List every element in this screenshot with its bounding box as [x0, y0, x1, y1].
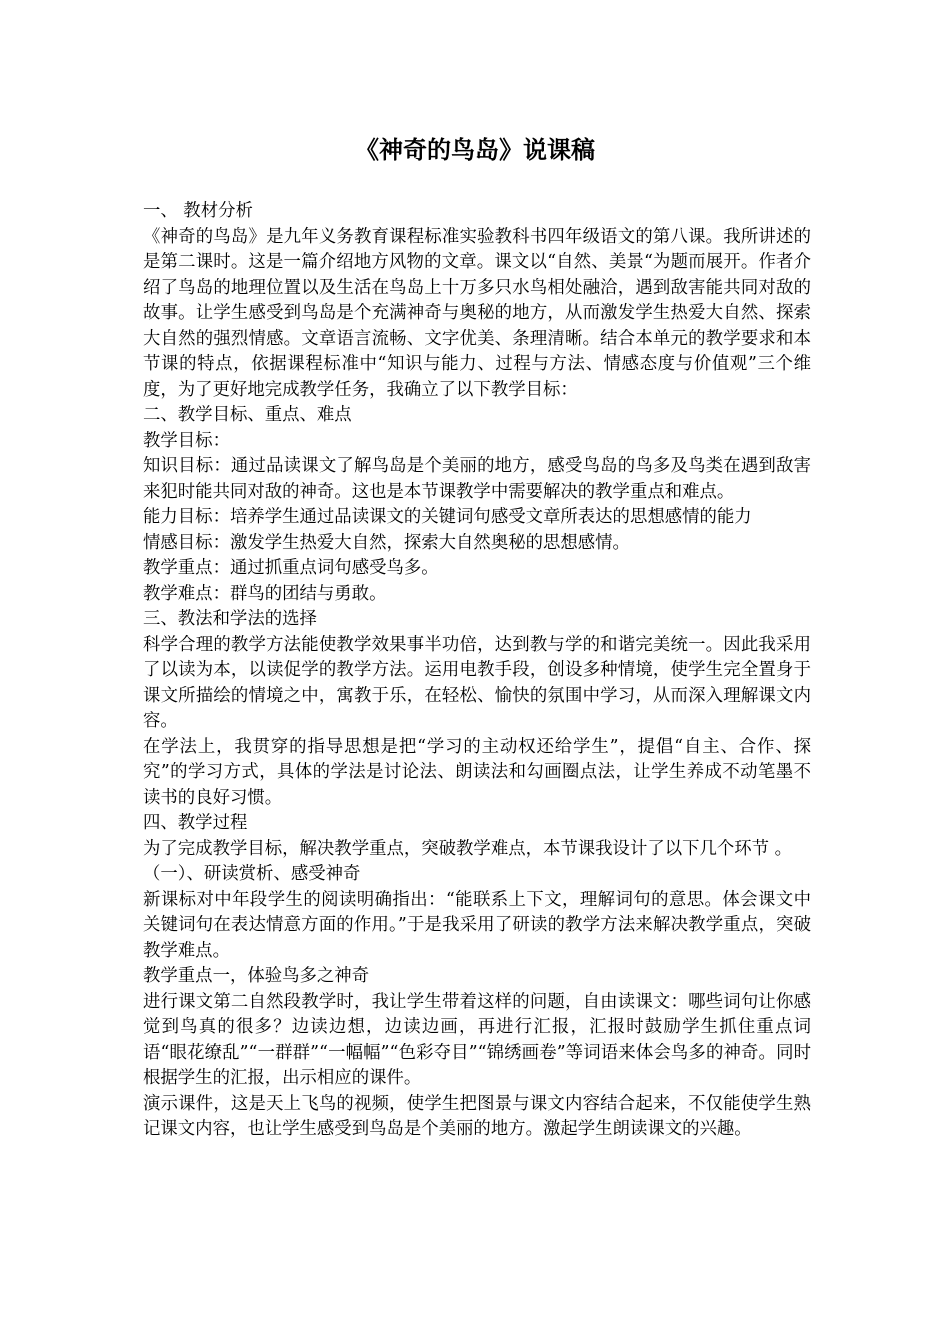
paragraph-difficult-point: 教学难点：群鸟的团结与勇敢。	[143, 583, 387, 604]
paragraph-second-section-teaching: 进行课文第二自然段教学时，我让学生带着这样的问题，自由读课文：哪些词句让你感觉到鸟真的很多？边读边想，边读边画，再进行汇报，汇报时鼓励学生抓住重点词语“眼花缭乱”“一群群”“一幅幅”“色彩夺目”“锦绣画卷”等词语来体会鸟多的神奇。同时根据学生的汇报，出示相应的课件。	[143, 991, 811, 1088]
paragraph-curriculum-standard: 新课标对中年段学生的阅读明确指出：“能联系上下文，理解词句的意思。体会课文中关键词句在表达情意方面的作用。”于是我采用了研读的教学方法来解决教学重点，突破教学难点。	[143, 889, 811, 961]
paragraph-ability-goal: 能力目标：培养学生通过品读课文的关键词句感受文章所表达的思想感情的能力	[143, 507, 752, 527]
paragraph-goals-label: 教学目标：	[143, 430, 230, 451]
paragraph-courseware-demo: 演示课件，这是天上飞鸟的视频，使学生把图景与课文内容结合起来，不仅能使学生熟记课文内容，也让学生感受到鸟岛是个美丽的地方。激起学生朗读课文的兴趣。	[143, 1093, 811, 1139]
paragraph-teaching-method: 科学合理的教学方法能使教学效果事半功倍，达到教与学的和谐完美统一。因此我采用了以读为本，以读促学的教学方法。运用电教手段，创设多种情境，使学生完全置身于课文所描绘的情境之中，寓教于乐，在轻松、愉快的氛围中学习，从而深入理解课文内容。	[143, 634, 811, 731]
subsection-heading-study: （一）、研读赏析、感受神奇	[143, 864, 361, 884]
document-body	[143, 199, 811, 1143]
paragraph-emotion-goal: 情感目标：激发学生热爱大自然，探索大自然奥秘的思想感情。	[143, 532, 630, 553]
paragraph-learning-method: 在学法上，我贯穿的指导思想是把“学习的主动权还给学生”，提倡“自主、合作、探究”的学习方式，具体的学法是讨论法、朗读法和勾画圈点法，让学生养成不动笔墨不读书的良好习惯。	[143, 736, 811, 808]
paragraph-key-point: 教学重点：通过抓重点词句感受鸟多。	[143, 558, 439, 578]
document-title: 《神奇的鸟岛》说课稿	[355, 136, 595, 164]
paragraph-process-intro: 为了完成教学目标，解决教学重点，突破教学难点，本节课我设计了以下几个环节 。	[143, 838, 792, 859]
paragraph-textbook-analysis: 《神奇的鸟岛》是九年义务教育课程标准实验教科书四年级语文的第八课。我所讲述的是第二课时。这是一篇介绍地方风物的文章。课文以“自然、美景“为题而展开。作者介绍了鸟岛的地理位置以及生活在鸟岛上十万多只水鸟相处融洽，遇到敌害能共同对敌的故事。让学生感受到鸟岛是个充满神奇与奥秘的地方，从而激发学生热爱大自然、探索大自然的强烈情感。文章语言流畅、文字优美、条理清晰。结合本单元的教学要求和本节课的特点，依据课程标准中“知识与能力、过程与方法、情感态度与价值观”三个维度，为了更好地完成教学任务，我确立了以下教学目标：	[143, 226, 811, 400]
section-heading-teaching-goals: 二、教学目标、重点、难点	[143, 405, 352, 425]
section-heading-methods: 三、教法和学法的选择	[143, 609, 317, 629]
paragraph-key-point-one: 教学重点一，体验鸟多之神奇	[143, 966, 370, 986]
section-heading-textbook-analysis: 一、 教材分析	[143, 201, 253, 221]
section-heading-process: 四、教学过程	[143, 813, 248, 833]
paragraph-knowledge-goal: 知识目标：通过品读课文了解鸟岛是个美丽的地方，感受鸟岛的鸟多及鸟类在遇到敌害来犯时能共同对敌的神奇。这也是本节课教学中需要解决的教学重点和难点。	[143, 456, 811, 502]
